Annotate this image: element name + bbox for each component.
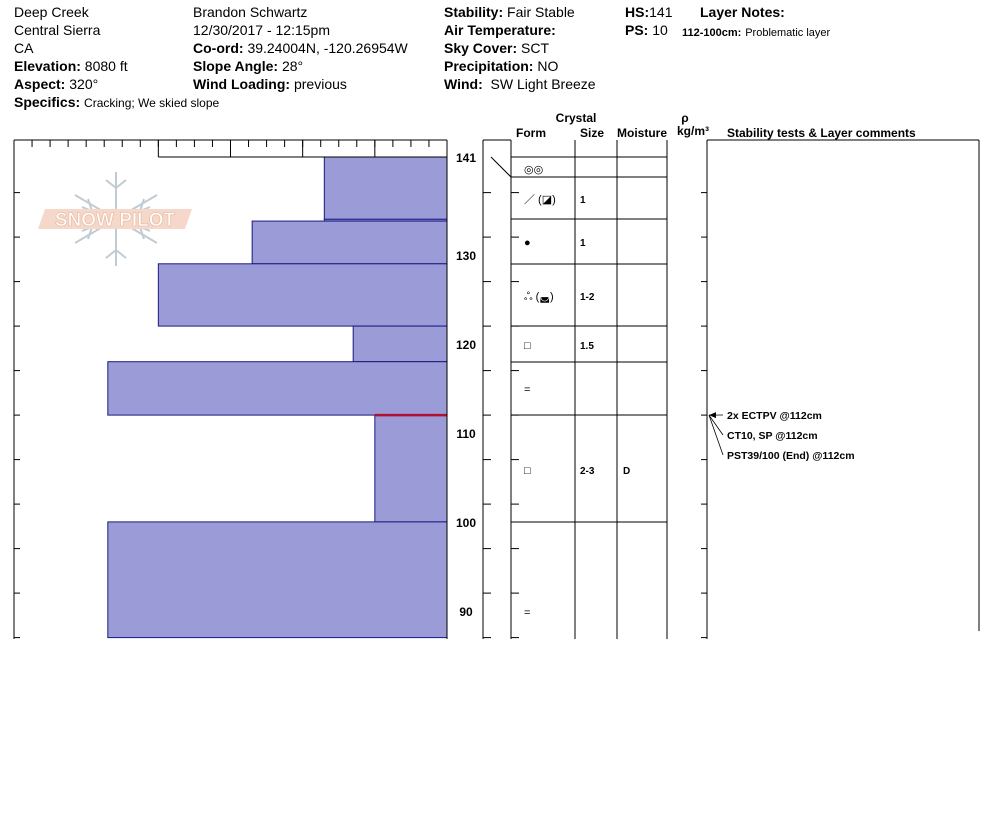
layer-form-symbol: ஃ (◛) (524, 291, 554, 303)
stability-test: PST39/100 (End) @112cm (727, 450, 855, 462)
region: Central Sierra (14, 22, 101, 38)
ps-value: 10 (652, 22, 668, 38)
layer-form-symbol: □ (524, 340, 531, 352)
coord-label: Co-ord: (193, 40, 244, 56)
layer-form-symbol: = (524, 607, 531, 619)
height-tick-label: 100 (455, 515, 477, 530)
wind-loading-label: Wind Loading: (193, 76, 291, 92)
column-crystal: Crystal (555, 111, 597, 125)
ps-label: PS: (625, 22, 649, 38)
height-tick-label: 141 (455, 151, 477, 165)
specifics-label: Specifics: (14, 94, 81, 110)
layer-size: 1 (580, 238, 586, 249)
layer-connector (491, 157, 511, 177)
layer-form-symbol: □ (524, 465, 531, 477)
hardness-bar-4 (158, 264, 447, 326)
hs-value: 141 (649, 4, 673, 20)
sky-value: SCT (521, 40, 550, 56)
column-size: Size (580, 126, 605, 140)
location: Deep Creek (14, 4, 89, 20)
precip-label: Precipitation: (444, 58, 534, 74)
wind-label: Wind: (444, 76, 483, 92)
stability-test-pointer (709, 415, 723, 455)
stability-test: 2x ECTPV @112cm (727, 410, 822, 422)
hardness-bar-1 (324, 157, 447, 219)
air-temp-label: Air Temperature: (444, 22, 556, 38)
sky-label: Sky Cover: (444, 40, 518, 56)
snowpilot-logo (38, 172, 192, 266)
column-comments: Stability tests & Layer comments (727, 126, 916, 140)
hs-label: HS: (625, 4, 650, 20)
slope-value: 28° (281, 58, 304, 74)
layer-form-symbol: ◎◎ (524, 164, 544, 176)
aspect-value: 320° (69, 76, 99, 92)
wind-value: SW Light Breeze (490, 76, 596, 92)
precip-value: NO (537, 58, 559, 74)
height-tick-label: 110 (456, 426, 476, 441)
layer-size: 1-2 (580, 292, 595, 303)
logo-text: SNOW PILOT (54, 210, 176, 231)
layer-note-text: Problematic layer (745, 27, 831, 39)
stability-test: CT10, SP @112cm (727, 430, 818, 442)
datetime: 12/30/2017 - 12:15pm (193, 22, 330, 38)
layer-notes-label: Layer Notes: (700, 4, 785, 20)
hardness-bar-5 (353, 326, 447, 362)
layer-form-symbol: = (524, 384, 531, 396)
layer-size: 1.5 (580, 341, 594, 352)
column-form: Form (516, 126, 546, 140)
hardness-bar-7 (375, 415, 447, 522)
layer-note-range: 112-100cm: (682, 27, 742, 39)
stability-label: Stability: (444, 4, 504, 20)
layer-size: 2-3 (580, 466, 595, 477)
coord-value: 39.24004N, -120.26954W (247, 40, 408, 56)
column-moisture: Moisture (617, 126, 668, 140)
observer: Brandon Schwartz (193, 4, 308, 20)
layer-form-symbol: ● (524, 237, 531, 249)
elevation-value: 8080 ft (84, 58, 128, 74)
layer-form-symbol: ／ (◪) (524, 194, 556, 206)
layer-size: 1 (580, 195, 586, 206)
slope-label: Slope Angle: (193, 58, 279, 74)
layer-moisture: D (623, 466, 631, 477)
hardness-bar-6 (108, 362, 447, 415)
height-tick-label: 120 (455, 337, 477, 352)
height-tick-label: 90 (459, 604, 473, 619)
column-rho: ρ (681, 111, 689, 125)
hardness-bar-8 (108, 522, 447, 638)
specifics-value: Cracking; We skied slope (84, 96, 220, 110)
state: CA (14, 40, 34, 56)
aspect-label: Aspect: (14, 76, 66, 92)
elevation-label: Elevation: (14, 58, 81, 74)
column-density-unit: kg/m³ (676, 124, 710, 138)
height-tick-label: 130 (455, 248, 477, 263)
wind-loading-value: previous (293, 76, 347, 92)
stability-value: Fair Stable (507, 4, 575, 20)
hardness-bar-3 (252, 221, 447, 264)
